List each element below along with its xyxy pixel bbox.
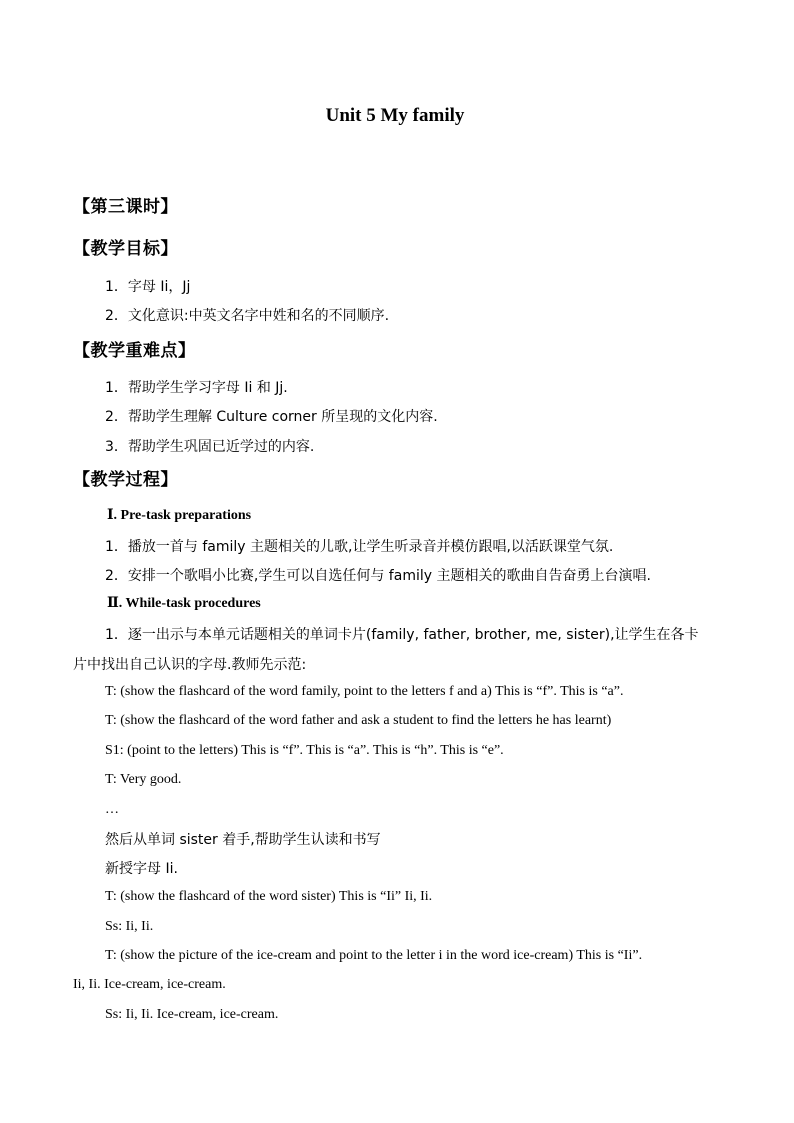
dialogue-line: T: (show the flashcard of the word father and ask a student to find the letters he has learnt) [105,713,612,728]
heading-process: 【教学过程】 [73,470,178,490]
dialogue-line: T: (show the flashcard of the word sister) This is “Ii” Ii, Ii. [105,889,433,904]
key-point-item: 2．帮助学生理解 Culture corner 所呈现的文化内容. [105,409,438,425]
dialogue-line: T: (show the picture of the ice-cream and point to the letter i in the word ice-cream) This is “Ii”. [105,948,643,963]
pre-task-item: 1．播放一首与 family 主题相关的儿歌,让学生听录音并模仿跟唱,以活跃课堂气氛. [105,539,614,555]
while-task-intro-cont: 片中找出自己认识的字母.教师先示范: [73,657,307,673]
ellipsis: … [105,802,119,817]
section-while-task-title: Ⅱ. While-task procedures [107,596,261,611]
dialogue-line: T: (show the flashcard of the word family, point to the letters f and a) This is “f”. This is “a”. [105,684,624,699]
key-point-item: 1．帮助学生学习字母 Ii 和 Jj. [105,380,288,396]
dialogue-line: Ss: Ii, Ii. Ice-cream, ice-cream. [105,1007,279,1022]
dialogue-line: T: Very good. [105,772,182,787]
objective-item: 2．文化意识:中英文名字中姓和名的不同顺序. [105,308,390,324]
heading-key-points: 【教学重难点】 [73,341,196,361]
dialogue-line: Ss: Ii, Ii. [105,919,154,934]
then-line: 然后从单词 sister 着手,帮助学生认读和书写 [105,832,381,848]
heading-objectives: 【教学目标】 [73,239,178,259]
dialogue-line: S1: (point to the letters) This is “f”. This is “a”. This is “h”. This is “e”. [105,743,504,758]
document-title: Unit 5 My family [325,105,465,126]
new-letter-line: 新授字母 Ii. [105,861,178,877]
section-pre-task-title: Ⅰ. Pre-task preparations [107,508,252,523]
objective-item: 1．字母 Ii，Jj [105,279,191,295]
heading-lesson: 【第三课时】 [73,197,178,217]
while-task-intro: 1．逐一出示与本单元话题相关的单词卡片(family, father, brother, me, sister),让学生在各卡 [105,627,699,643]
key-point-item: 3．帮助学生巩固已近学过的内容. [105,439,315,455]
dialogue-line: Ii, Ii. Ice-cream, ice-cream. [73,977,226,992]
pre-task-item: 2．安排一个歌唱小比赛,学生可以自选任何与 family 主题相关的歌曲自告奋勇上台演唱. [105,568,651,584]
